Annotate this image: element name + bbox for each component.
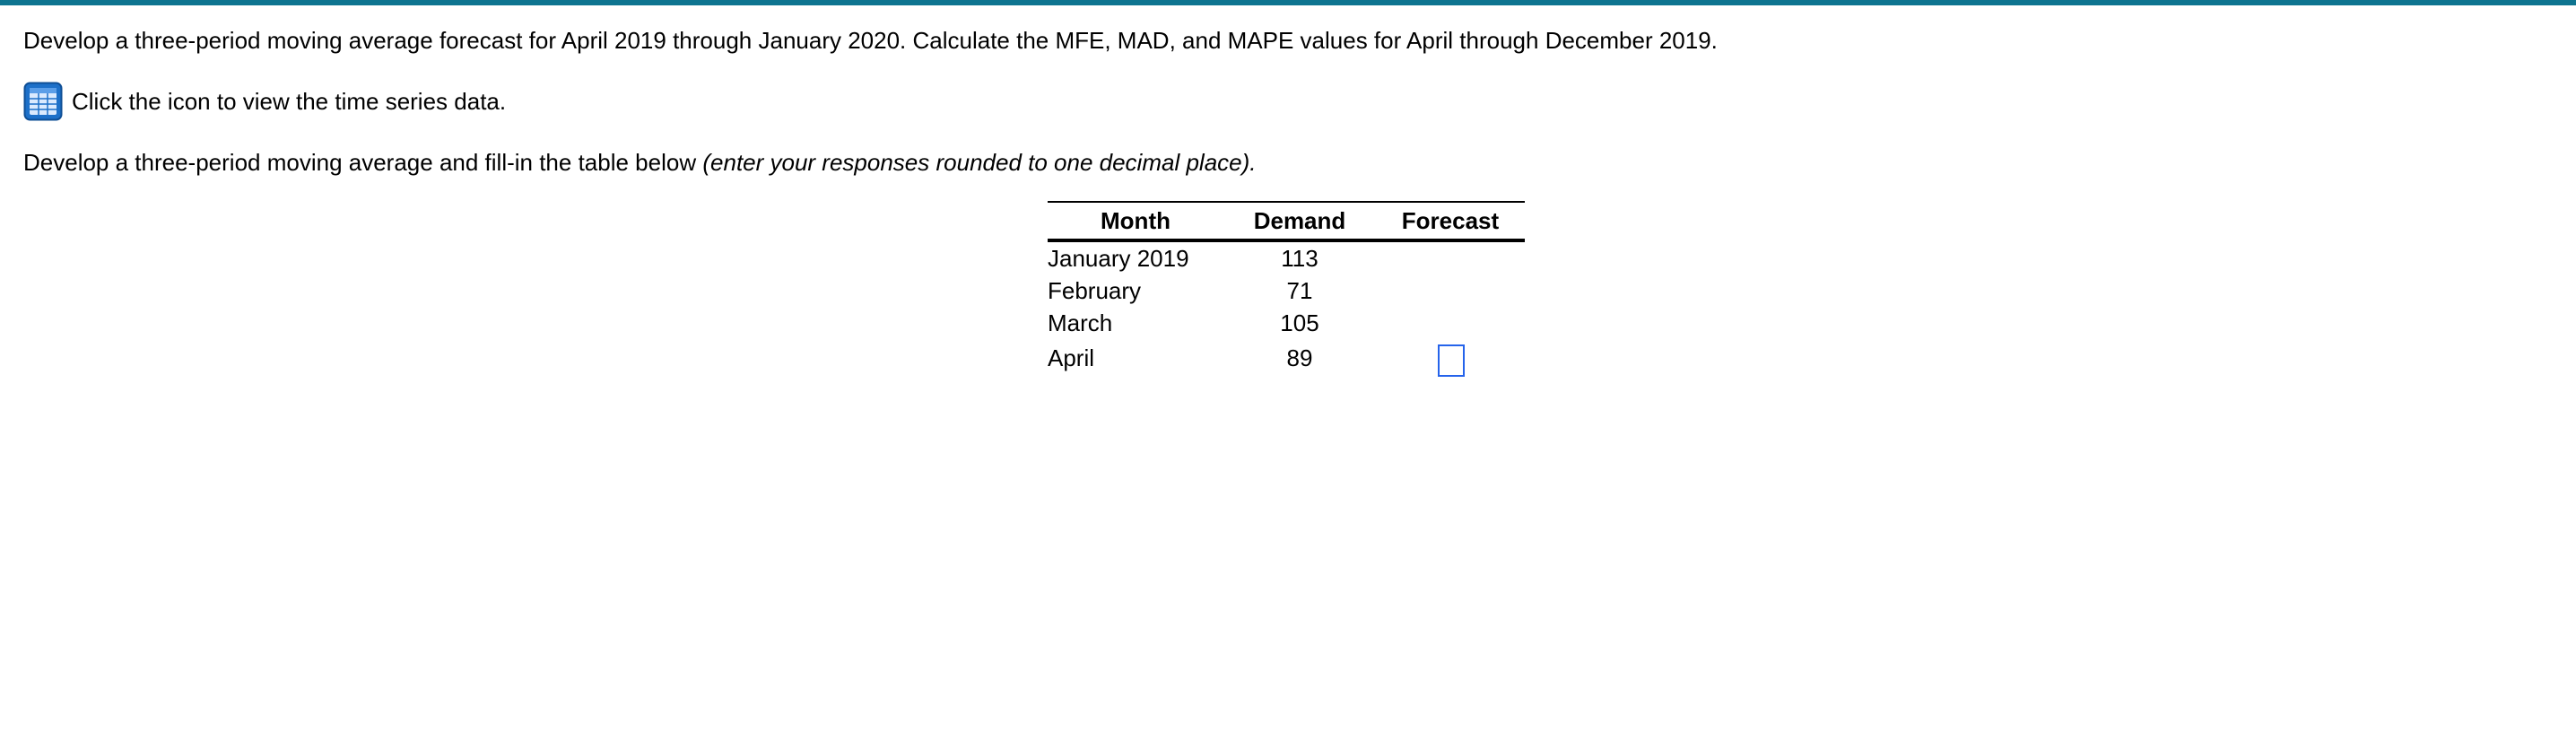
forecast-cell <box>1376 307 1525 339</box>
forecast-table <box>1048 201 1525 377</box>
table-icon[interactable] <box>23 82 63 121</box>
forecast-cell <box>1376 274 1525 307</box>
month-header: Month <box>1048 202 1223 240</box>
forecast-cell <box>1376 240 1525 274</box>
time-series-link-text: Click the icon to view the time series data. <box>72 87 507 115</box>
table-row <box>1048 274 1525 307</box>
top-accent-bar <box>0 0 2576 5</box>
table-header-row <box>1048 202 1525 240</box>
demand-cell: 113 <box>1281 244 1318 272</box>
table-instruction <box>23 147 1257 178</box>
month-cell: March <box>1048 309 1113 336</box>
month-cell: January 2019 <box>1048 244 1189 272</box>
instruction-text: Develop a three-period moving average and fill-in the table below <box>23 149 697 176</box>
demand-header: Demand <box>1223 202 1376 240</box>
table-row <box>1048 339 1525 377</box>
time-series-link-row <box>23 81 506 122</box>
month-cell: April <box>1048 344 1095 371</box>
forecast-header: Forecast <box>1376 202 1525 240</box>
table-row <box>1048 307 1525 339</box>
table-row <box>1048 240 1525 274</box>
demand-cell: 105 <box>1280 309 1319 336</box>
month-cell: February <box>1048 276 1142 304</box>
demand-cell: 71 <box>1286 276 1313 304</box>
question-prompt: Develop a three-period moving average forecast for April 2019 through January 2020. Calculate the MFE, MAD, and MAPE values for April through December 2019. <box>23 27 1718 54</box>
demand-cell: 89 <box>1286 344 1313 371</box>
april-forecast-input[interactable] <box>1438 344 1465 377</box>
forecast-cell <box>1376 339 1525 377</box>
instruction-note: (enter your responses rounded to one decimal place). <box>702 149 1257 176</box>
